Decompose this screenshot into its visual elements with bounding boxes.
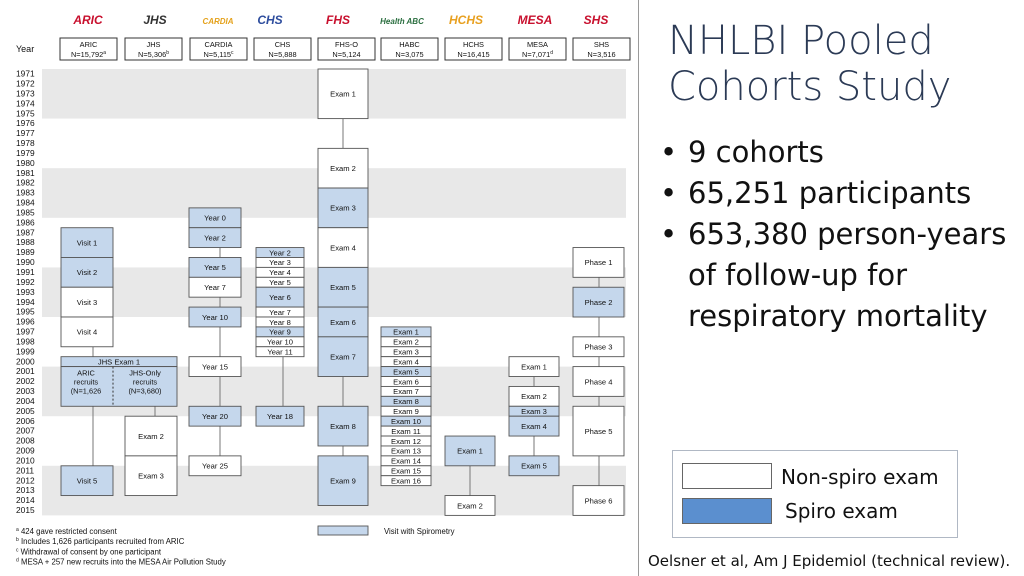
cohort-header-n: N=3,075 [395, 50, 424, 59]
year-label: 2011 [16, 465, 35, 476]
cohort-logo-8: SHS [583, 13, 609, 27]
exam-label: Exam 2 [521, 392, 547, 402]
year-label: 1994 [16, 296, 35, 307]
legend-non-spiro-swatch [682, 463, 772, 489]
year-label: 1985 [16, 207, 35, 218]
year-label: 2013 [16, 485, 35, 496]
exam-label: Visit 1 [76, 238, 98, 248]
exam-label: Year 3 [269, 258, 291, 268]
cohort-logo-3: CHS [257, 13, 283, 27]
legend [672, 450, 958, 538]
exam-label: Exam 4 [330, 243, 356, 253]
year-label: 1973 [16, 88, 35, 99]
year-label: 1998 [16, 336, 35, 347]
exam-label: Exam 3 [521, 407, 547, 417]
year-label: 1971 [16, 68, 35, 79]
cohort-logo-1: JHS [143, 13, 167, 27]
exam-label: Exam 6 [393, 377, 419, 387]
year-label: 1997 [16, 326, 35, 337]
exam-label: Phase 4 [584, 377, 613, 387]
exam-label: Exam 12 [391, 436, 421, 446]
cohort-header-name: CHS [274, 40, 291, 49]
cohort-header-name: CARDIA [204, 40, 233, 49]
visit-spirometry-label: Visit with Spirometry [384, 527, 455, 536]
exam-label: Exam 2 [457, 501, 483, 511]
year-label: 1984 [16, 197, 35, 208]
exam-label: Exam 5 [330, 283, 356, 293]
exam-label: Year 10 [202, 312, 228, 322]
exam-label: Year 10 [267, 337, 293, 347]
year-label: 1977 [16, 128, 35, 139]
exam-label: Exam 2 [393, 337, 419, 347]
cohort-header-name: HABC [399, 40, 420, 49]
exam-label: Year 25 [202, 461, 228, 471]
exam-label: Phase 2 [584, 297, 613, 307]
year-label: 1987 [16, 227, 35, 238]
bullet-cohorts: • 9 cohorts [660, 132, 1010, 173]
year-label: 2012 [16, 475, 35, 486]
cohort-header-n: N=15,792$^a$ [70, 50, 107, 59]
cohort-header-n: N=5,888 [268, 50, 297, 59]
exam-label: Exam 5 [393, 367, 419, 377]
exam-label: Phase 5 [584, 426, 613, 436]
year-label: 1999 [16, 346, 35, 357]
cohort-header-n: N=16,415 [457, 50, 490, 59]
year-label: 2003 [16, 386, 35, 397]
exam-label: Exam 8 [393, 397, 419, 407]
exam-label: Exam 4 [393, 357, 419, 367]
year-label: 1988 [16, 237, 35, 248]
footnote: $^a$ 424 gave restricted consent [16, 527, 117, 536]
year-label: 1981 [16, 167, 35, 178]
aric-recruits-text: ARIC [77, 368, 95, 378]
cohort-header-name: ARIC [79, 40, 98, 49]
year-label: 1992 [16, 276, 35, 287]
year-label: 1991 [16, 267, 35, 277]
exam-label: Phase 1 [584, 258, 613, 268]
cohort-logo-4: FHS [326, 13, 350, 27]
exam-label: Visit 4 [76, 327, 98, 337]
bullet-participants: • 65,251 participants [660, 173, 1010, 214]
year-label: 2015 [16, 505, 35, 516]
exam-label: Exam 3 [138, 471, 164, 481]
year-label: 1989 [16, 247, 35, 258]
exam-label: Phase 6 [584, 496, 613, 506]
jhs-only-recruits-text: (N=3,680) [128, 386, 162, 396]
cohort-header-n: N=7,071$^d$ [522, 50, 553, 59]
exam-label: Exam 3 [330, 203, 356, 213]
exam-label: Year 15 [202, 362, 228, 372]
cohort-header-n: N=5,124 [332, 50, 361, 59]
exam-label: Year 2 [204, 233, 226, 243]
year-label: 1975 [16, 108, 35, 119]
visit-spirometry-swatch [318, 526, 368, 535]
legend-spiro-swatch [682, 498, 772, 524]
cohort-logo-5: Health ABC [380, 17, 424, 26]
aric-recruits-text: recruits [73, 377, 99, 387]
exam-label: Visit 3 [76, 297, 98, 307]
cohort-header-n: N=5,115$^c$ [203, 50, 234, 59]
footnote: $^d$ MESA + 257 new recruits into the MESA Air Pollution Study [16, 557, 226, 567]
exam-label: Year 9 [269, 327, 291, 337]
year-label: 1974 [16, 98, 35, 109]
year-label: 1986 [16, 217, 35, 228]
exam-label: Exam 2 [330, 164, 356, 173]
cohort-header-name: JHS [146, 40, 161, 49]
cohort-header-n: N=5,306$^b$ [138, 50, 169, 59]
footnote: $^b$ Includes 1,626 participants recruited from ARIC [16, 537, 185, 547]
exam-label: Phase 3 [584, 342, 613, 352]
exam-label: Year 18 [267, 412, 293, 421]
year-label: 2008 [16, 435, 35, 446]
year-label: 2010 [16, 455, 35, 466]
exam-label: Exam 4 [521, 421, 547, 431]
exam-label: Exam 16 [391, 476, 421, 486]
year-label: 1993 [16, 286, 35, 297]
jhs-exam1-label: JHS Exam 1 [97, 357, 141, 367]
exam-label: Exam 1 [457, 446, 483, 456]
year-label: 1983 [16, 187, 35, 198]
exam-label: Year 7 [269, 307, 291, 317]
exam-label: Visit 5 [76, 476, 98, 486]
exam-label: Exam 7 [393, 387, 419, 397]
exam-label: Exam 2 [138, 431, 164, 441]
jhs-only-recruits-text: JHS-Only [129, 368, 161, 378]
year-label: 2006 [16, 415, 35, 426]
exam-label: Exam 11 [391, 426, 421, 436]
title-line-2: Cohorts Study [668, 64, 952, 110]
year-label: 2002 [16, 376, 35, 387]
year-label: 1996 [16, 316, 35, 327]
year-label: 2014 [16, 495, 35, 506]
jhs-only-recruits-text: recruits [132, 377, 158, 387]
cohort-header-name: HCHS [463, 40, 484, 49]
year-label: 1982 [16, 177, 35, 188]
exam-label: Year 5 [269, 278, 291, 288]
exam-label: Exam 1 [521, 362, 547, 372]
exam-label: Exam 15 [391, 466, 421, 476]
exam-label: Year 2 [269, 248, 291, 258]
exam-label: Visit 2 [76, 268, 98, 278]
exam-label: Exam 8 [330, 421, 356, 431]
exam-label: Exam 5 [521, 461, 547, 471]
year-label: 1972 [16, 78, 35, 89]
slide-divider [638, 0, 639, 576]
exam-label: Exam 3 [393, 347, 419, 357]
exam-label: Year 0 [204, 213, 226, 223]
slide-title [668, 18, 951, 110]
year-label: 2004 [16, 395, 35, 406]
exam-label: Exam 14 [391, 456, 421, 466]
legend-non-spiro-label: Non-spiro exam [781, 465, 939, 489]
exam-label: Exam 9 [393, 407, 419, 417]
exam-label: Exam 7 [330, 352, 356, 362]
exam-label: Year 8 [269, 317, 291, 327]
exam-label: Exam 9 [330, 476, 356, 486]
exam-label: Year 6 [269, 292, 291, 302]
exam-label: Year 7 [204, 283, 226, 293]
cohort-header-n: N=3,516 [587, 50, 616, 59]
exam-label: Year 4 [269, 268, 291, 278]
year-label: 2000 [16, 356, 35, 367]
exam-label: Year 11 [267, 347, 293, 357]
exam-label: Year 5 [204, 263, 226, 273]
cohort-logo-0: ARIC [73, 13, 103, 27]
cohort-header-name: FHS-O [335, 40, 358, 49]
year-label: 2009 [16, 445, 35, 456]
title-line-1: NHLBI Pooled [668, 18, 934, 64]
cohort-header-name: MESA [527, 40, 548, 49]
year-label: 1979 [16, 147, 35, 158]
exam-label: Exam 13 [391, 446, 421, 456]
year-label: 1976 [16, 118, 35, 129]
bullet-person-years: • 653,380 person-years of follow-up for respiratory mortality [660, 214, 1010, 337]
footnote: $^c$ Withdrawal of consent by one participant [16, 547, 162, 557]
year-header: Year [16, 44, 35, 54]
citation: Oelsner et al, Am J Epidemiol (technical review). [648, 552, 1011, 570]
cohort-logo-6: HCHS [448, 13, 484, 27]
exam-label: Exam 1 [393, 327, 419, 337]
exam-label: Exam 6 [330, 317, 356, 327]
cohort-header-name: SHS [593, 40, 610, 49]
exam-label: Exam 1 [330, 89, 356, 99]
aric-recruits-text: (N=1,626 [70, 386, 102, 396]
year-label: 1978 [16, 138, 35, 149]
year-label: 1980 [16, 157, 35, 168]
bullet-list [660, 132, 1010, 337]
year-label: 1995 [16, 306, 35, 317]
exam-label: Exam 10 [391, 416, 421, 426]
year-label: 2005 [16, 405, 35, 416]
year-label: 1990 [16, 257, 35, 268]
legend-spiro-label: Spiro exam [785, 499, 898, 523]
year-label: 2001 [16, 366, 35, 377]
year-label: 2007 [16, 425, 35, 436]
exam-label: Year 20 [202, 412, 228, 421]
cohort-logo-2: CARDIA [202, 17, 234, 26]
cohort-logo-7: MESA [517, 13, 553, 27]
